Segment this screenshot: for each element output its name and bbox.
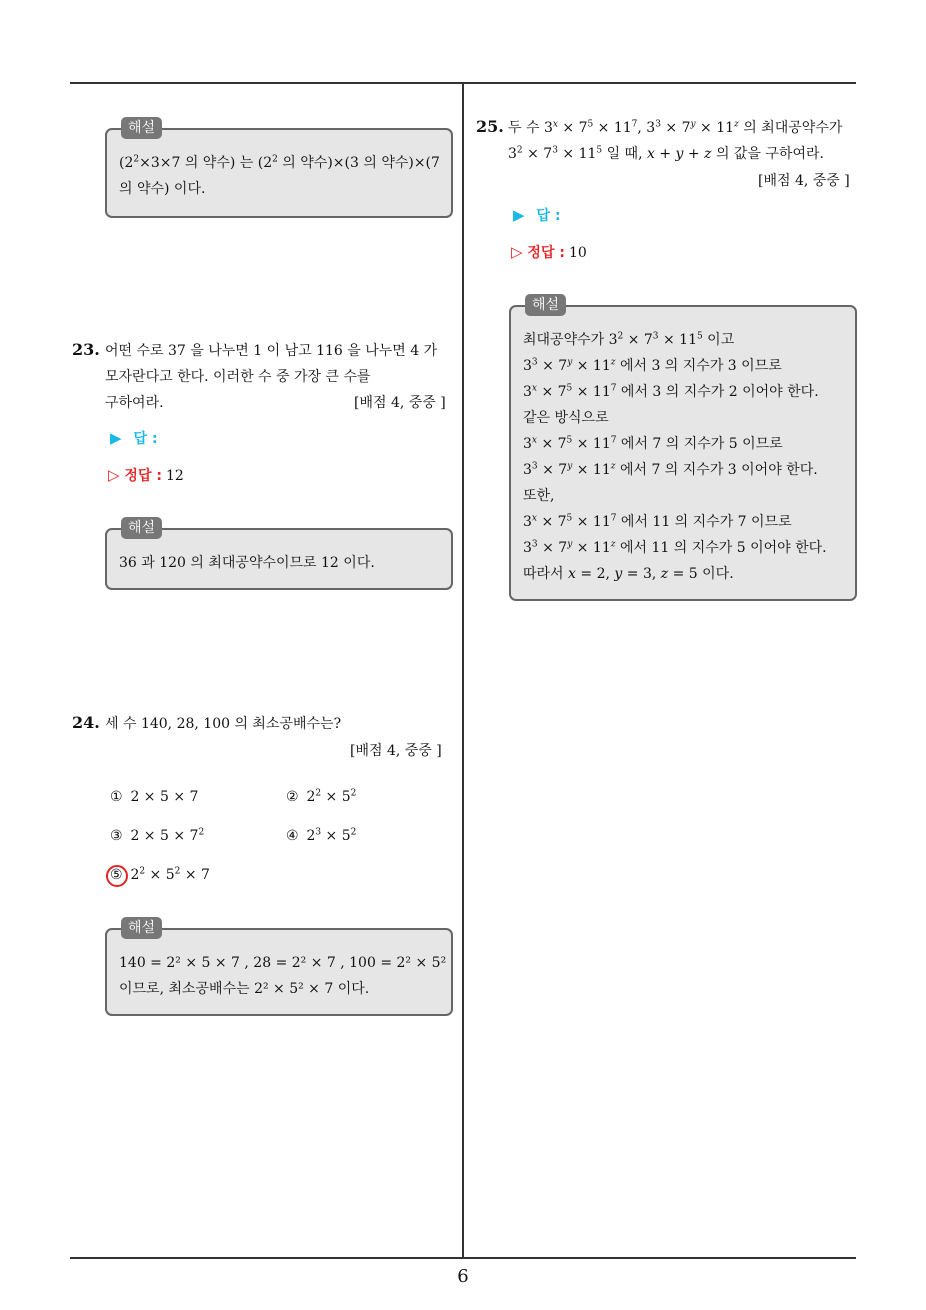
page-number: 6 bbox=[457, 1266, 469, 1287]
question-number: 23. bbox=[72, 340, 100, 359]
explanation-tag: 해설 bbox=[121, 517, 162, 539]
explanation-line: ($2^2\times 3\times 7$ 의 약수) 는 ($2^2$ 의 약수)×(3 의 약수)×(7 bbox=[119, 154, 440, 171]
explanation-tag: 해설 bbox=[121, 917, 162, 939]
explanation-line: 의 약수) 이다. bbox=[119, 181, 206, 197]
explanation-box-25 bbox=[509, 297, 857, 601]
play-arrow-icon: ▶ bbox=[513, 206, 525, 224]
explanation-line: 36 과 120 의 최대공약수이므로 12 이다. bbox=[119, 555, 375, 571]
question-text: 두 수 $3^x \times 7^5 \times 11^7$, $3^3 \times 7^y \times 11^z$ 의 최대공약수가 $3^2 \times 7^3 \times 11^5$ 일 때, x + y + z 의 값을 구하여라. bbox=[508, 119, 843, 162]
outline-arrow-icon: ▷ bbox=[108, 466, 120, 484]
explanation-line: 최대공약수가 $3^2 \times 7^3 \times 11^5$ 이고 bbox=[523, 331, 735, 348]
correct-answer-line: ▷ 정답 : 12 bbox=[108, 466, 184, 484]
answer-line: ▶ 답 : bbox=[513, 206, 561, 224]
explanation-line: $3^x \times 7^5 \times 11^7$ 에서 3 의 지수가 2 이어야 한다. bbox=[523, 383, 819, 400]
choice-3[interactable]: ③ $2 \times 5 \times 7^2$ bbox=[110, 827, 205, 844]
explanation-tag: 해설 bbox=[121, 117, 162, 139]
choice-2[interactable]: ② $2^2 \times 5^2$ bbox=[286, 788, 357, 805]
explanation-line: $3^3 \times 7^y \times 11^z$ 에서 3 의 지수가 3 이므로 bbox=[523, 357, 782, 374]
question-text: 어떤 수로 37 을 나누면 1 이 남고 116 을 나누면 4 가 모자란다고 한다. 이러한 수 중 가장 큰 수를 구하여라. bbox=[105, 343, 438, 411]
question-text: 세 수 140, 28, 100 의 최소공배수는? bbox=[105, 716, 342, 732]
answer-line: ▶ 답 : bbox=[110, 429, 158, 447]
explanation-line: 따라서 x = 2, y = 3, z = 5 이다. bbox=[523, 566, 734, 582]
explanation-line: 또한, bbox=[523, 488, 555, 504]
question-number: 24. bbox=[72, 713, 100, 732]
explanation-line: $3^x \times 7^5 \times 11^7$ 에서 7 의 지수가 5 이므로 bbox=[523, 435, 783, 452]
explanation-box-24 bbox=[105, 920, 453, 1016]
column-divider bbox=[462, 82, 464, 1259]
score-meta: [배점 4, 중중 ] bbox=[758, 173, 850, 189]
explanation-tag: 해설 bbox=[525, 294, 566, 316]
play-arrow-icon: ▶ bbox=[110, 429, 122, 447]
explanation-line: $3^3 \times 7^y \times 11^z$ 에서 11 의 지수가 5 이어야 한다. bbox=[523, 539, 827, 556]
explanation-line: 같은 방식으로 bbox=[523, 410, 609, 426]
outline-arrow-icon: ▷ bbox=[511, 243, 523, 261]
answer-circle-mark bbox=[106, 865, 128, 887]
explanation-line: 이므로, 최소공배수는 2² × 5² × 7 이다. bbox=[119, 981, 370, 997]
choice-1[interactable]: ① 2 × 5 × 7 bbox=[110, 789, 199, 805]
correct-answer-line: ▷ 정답 : 10 bbox=[511, 243, 587, 261]
explanation-line: $3^3 \times 7^y \times 11^z$ 에서 7 의 지수가 3 이어야 한다. bbox=[523, 461, 818, 478]
question-number: 25. bbox=[476, 117, 504, 136]
explanation-line: $3^x \times 7^5 \times 11^7$ 에서 11 의 지수가 7 이므로 bbox=[523, 513, 792, 530]
score-meta: [배점 4, 중중 ] bbox=[354, 395, 446, 411]
score-meta: [배점 4, 중중 ] bbox=[350, 743, 442, 759]
bottom-rule bbox=[70, 1257, 856, 1259]
choice-4[interactable]: ④ $2^3 \times 5^2$ bbox=[286, 827, 357, 844]
choice-5[interactable]: ⑤ $2^2 \times 5^2 \times 7$ bbox=[110, 866, 210, 883]
explanation-box-22 bbox=[105, 120, 453, 218]
explanation-line: 140 = 2² × 5 × 7 , 28 = 2² × 7 , 100 = 2² × 5² bbox=[119, 955, 447, 971]
explanation-box-23 bbox=[105, 520, 453, 590]
